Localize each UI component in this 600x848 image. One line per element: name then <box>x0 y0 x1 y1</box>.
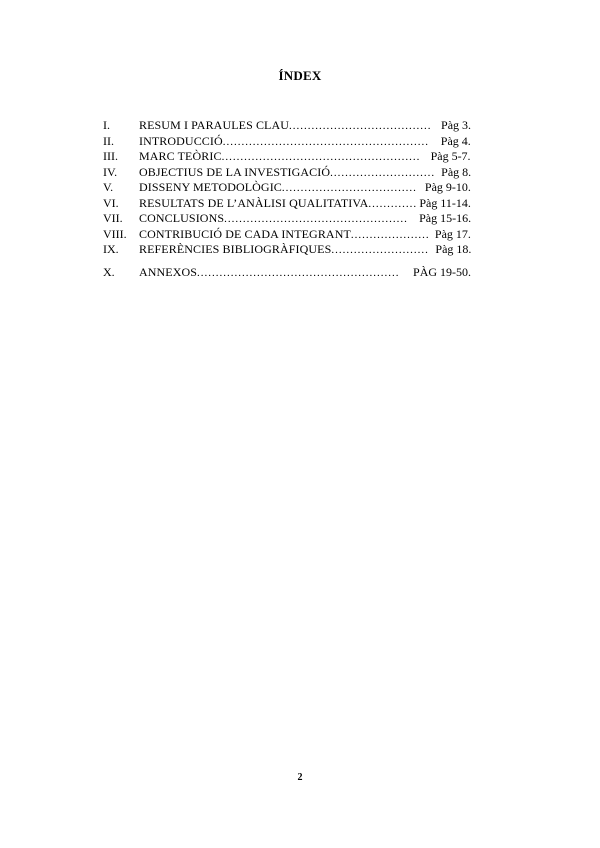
toc-number: X. <box>103 264 115 279</box>
toc-leader: ...................................... <box>289 120 432 132</box>
toc-number: III. <box>103 149 118 163</box>
toc-row <box>103 149 503 165</box>
toc-entry <box>139 118 471 135</box>
table-of-contents <box>103 118 503 280</box>
toc-entry <box>139 149 471 166</box>
toc-leader: ............................ <box>330 166 436 179</box>
toc-entry <box>139 196 471 213</box>
toc-label: CONTRIBUCIÓ DE CADA INTEGRANT <box>139 226 351 241</box>
toc-number: I. <box>103 118 110 132</box>
toc-entry <box>139 227 471 244</box>
toc-label: RESULTATS DE L’ANÀLISI QUALITATIVA <box>139 195 369 210</box>
toc-number: V. <box>103 180 114 194</box>
toc-entry <box>139 134 471 151</box>
toc-row <box>103 227 503 243</box>
toc-label: MARC TEÒRIC <box>139 149 222 163</box>
toc-row <box>103 265 503 281</box>
toc-leader: ...................................................... <box>197 266 400 279</box>
toc-entry <box>139 211 471 228</box>
toc-page: Pàg 5-7. <box>430 149 471 163</box>
toc-label: OBJECTIUS DE LA INVESTIGACIÓ <box>139 164 331 179</box>
toc-page: Pàg 18. <box>435 242 472 256</box>
toc-number: VI. <box>103 195 119 210</box>
toc-page: Pàg 4. <box>440 133 471 148</box>
toc-leader: .......................... <box>331 244 429 256</box>
toc-leader: ....................................................... <box>222 135 430 148</box>
toc-number: VII. <box>103 211 123 225</box>
toc-leader: ..................... <box>350 228 430 241</box>
toc-label: ANNEXOS <box>139 264 198 279</box>
toc-number: VIII. <box>103 226 127 241</box>
toc-page: Pàg 11-14. <box>419 195 471 210</box>
toc-row <box>103 165 503 181</box>
toc-page: Pàg 8. <box>441 164 472 179</box>
toc-label: RESUM I PARAULES CLAU <box>139 118 290 132</box>
toc-page: Pàg 15-16. <box>419 211 472 225</box>
toc-number: IV. <box>103 164 118 179</box>
page-number: 2 <box>297 772 303 783</box>
page-title: ÍNDEX <box>278 68 322 83</box>
toc-row <box>103 211 503 227</box>
toc-label: CONCLUSIONS <box>139 211 225 225</box>
toc-row <box>103 242 503 258</box>
toc-leader: ..................................................... <box>221 151 421 163</box>
toc-page: PÀG 19-50. <box>413 264 472 279</box>
toc-label: INTRODUCCIÓ <box>139 133 223 148</box>
toc-number: II. <box>103 133 114 148</box>
toc-entry <box>139 265 471 282</box>
toc-leader: ................................................. <box>224 213 408 225</box>
toc-entry <box>139 242 471 259</box>
toc-page: Pàg 17. <box>434 226 471 241</box>
toc-row <box>103 118 503 134</box>
toc-label: DISSENY METODOLÒGIC <box>139 180 282 194</box>
toc-page: Pàg 3. <box>441 118 472 132</box>
toc-leader: .................................... <box>281 182 417 194</box>
toc-row <box>103 196 503 212</box>
toc-entry <box>139 165 471 182</box>
toc-label: REFERÈNCIES BIBLIOGRÀFIQUES <box>139 242 332 256</box>
toc-row <box>103 134 503 150</box>
toc-leader: ............. <box>368 197 418 210</box>
toc-row <box>103 180 503 196</box>
toc-number: IX. <box>103 242 119 256</box>
toc-entry <box>139 180 471 197</box>
toc-page: Pàg 9-10. <box>424 180 471 194</box>
